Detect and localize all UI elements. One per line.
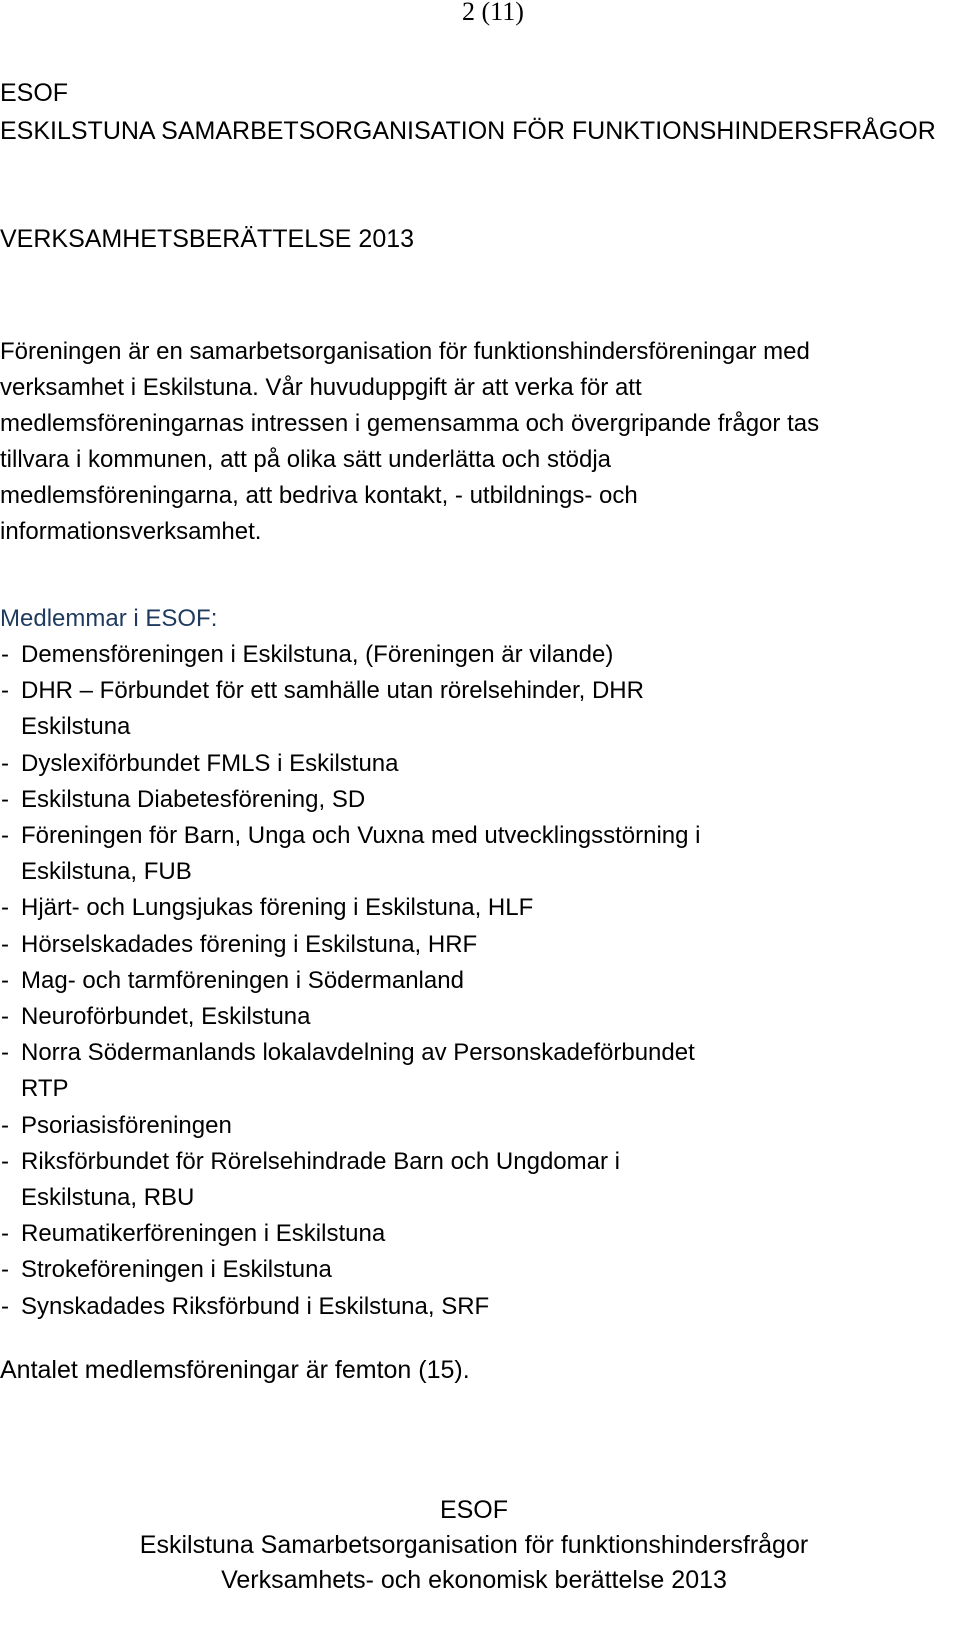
list-item: - Eskilstuna Diabetesförening, SD bbox=[0, 782, 741, 818]
document-header bbox=[0, 74, 936, 150]
members-heading: Medlemmar i ESOF: bbox=[0, 605, 218, 632]
list-item: - Norra Södermanlands lokalavdelning av Personskadeförbundet RTP bbox=[0, 1035, 741, 1107]
list-item: - Föreningen för Barn, Unga och Vuxna med utvecklingsstörning i Eskilstuna, FUB bbox=[0, 818, 741, 890]
members-list bbox=[0, 637, 741, 1325]
footer-org-full: Eskilstuna Samarbetsorganisation för funktionshindersfrågor bbox=[139, 1531, 809, 1559]
intro-line: medlemsföreningarnas intressen i gemensamma och övergripande frågor tas bbox=[0, 410, 820, 437]
org-short-name: ESOF bbox=[0, 79, 69, 107]
list-item: - Hjärt- och Lungsjukas förening i Eskilstuna, HLF bbox=[0, 890, 741, 926]
org-full-name: ESKILSTUNA SAMARBETSORGANISATION FÖR FUNKTIONSHINDERSFRÅGOR bbox=[0, 117, 936, 145]
list-item: - Hörselskadades förening i Eskilstuna, HRF bbox=[0, 927, 741, 963]
footer-report-title: Verksamhets- och ekonomisk berättelse 2013 bbox=[221, 1566, 727, 1594]
report-title: VERKSAMHETSBERÄTTELSE 2013 bbox=[0, 225, 415, 253]
footer-org-short: ESOF bbox=[439, 1496, 509, 1524]
intro-line: Föreningen är en samarbetsorganisation för funktionshindersföreningar med bbox=[0, 338, 810, 365]
intro-line: informationsverksamhet. bbox=[0, 518, 262, 545]
list-item: - Mag- och tarmföreningen i Södermanland bbox=[0, 963, 741, 999]
list-item: - Riksförbundet för Rörelsehindrade Barn och Ungdomar i Eskilstuna, RBU bbox=[0, 1144, 741, 1216]
list-item: - DHR – Förbundet för ett samhälle utan rörelsehinder, DHR Eskilstuna bbox=[0, 673, 741, 745]
list-item: - Psoriasisföreningen bbox=[0, 1108, 741, 1144]
list-item: - Demensföreningen i Eskilstuna, (Föreningen är vilande) bbox=[0, 637, 741, 673]
intro-line: tillvara i kommunen, att på olika sätt underlätta och stödja bbox=[0, 446, 611, 473]
list-item: - Reumatikerföreningen i Eskilstuna bbox=[0, 1216, 741, 1252]
list-item: - Synskadades Riksförbund i Eskilstuna, SRF bbox=[0, 1289, 741, 1325]
list-item: - Neuroförbundet, Eskilstuna bbox=[0, 999, 741, 1035]
intro-line: verksamhet i Eskilstuna. Vår huvuduppgift är att verka för att bbox=[0, 374, 642, 401]
page-number: 2 (11) bbox=[462, 0, 524, 26]
intro-paragraph bbox=[0, 334, 960, 550]
member-count-text: Antalet medlemsföreningar är femton (15). bbox=[0, 1356, 470, 1384]
intro-line: medlemsföreningarna, att bedriva kontakt, - utbildnings- och bbox=[0, 482, 638, 509]
list-item: - Dyslexiförbundet FMLS i Eskilstuna bbox=[0, 746, 741, 782]
page-footer bbox=[0, 1493, 948, 1598]
list-item: - Strokeföreningen i Eskilstuna bbox=[0, 1252, 741, 1288]
